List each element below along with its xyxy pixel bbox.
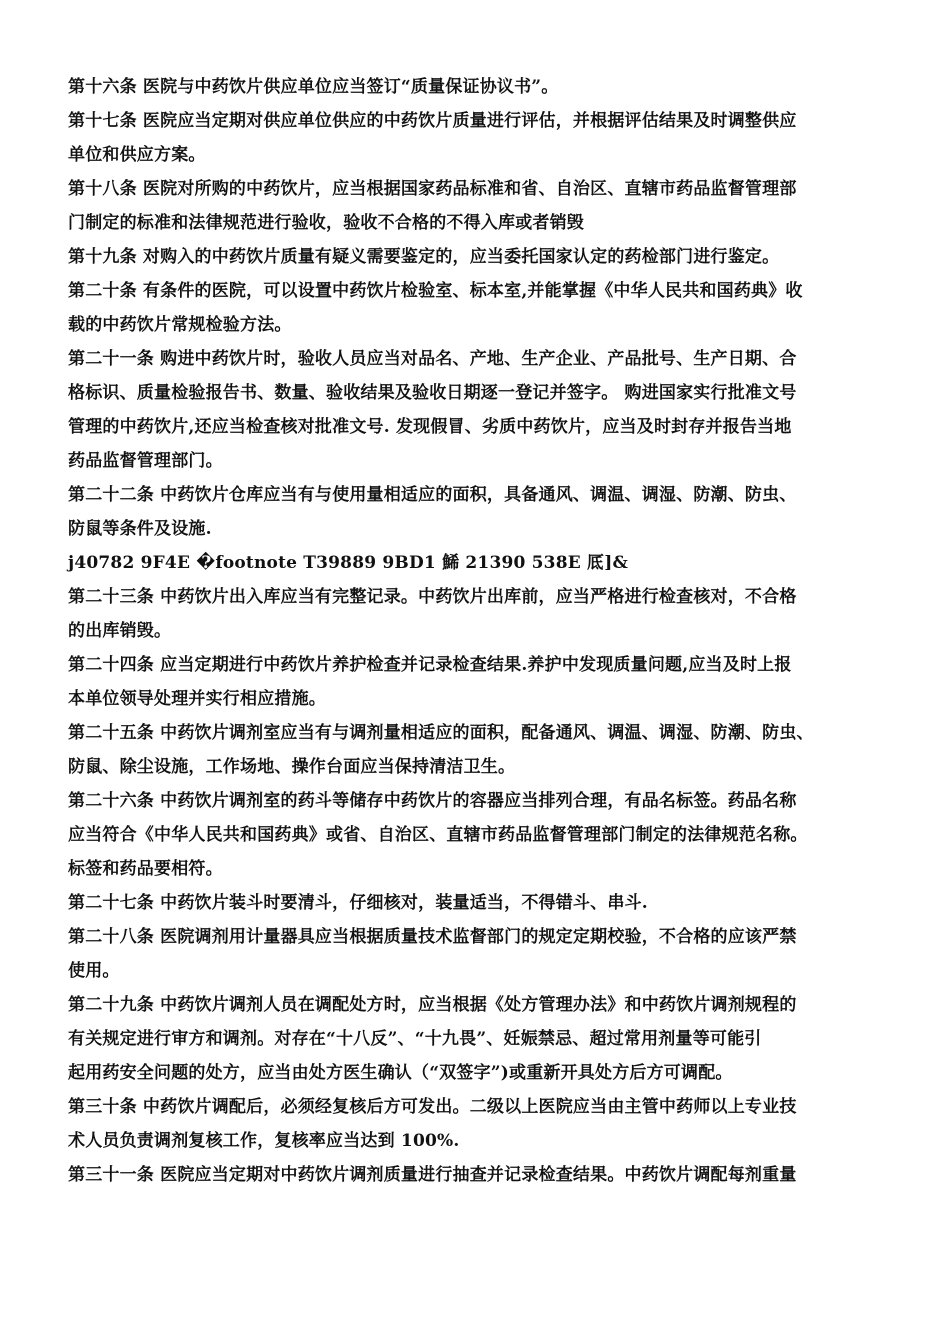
text-line: 门制定的标准和法律规范进行验收，验收不合格的不得入库或者销毁	[68, 213, 584, 233]
text-line: 第二十四条 应当定期进行中药饮片养护检查并记录检查结果.养护中发现质量问题,应当及时上报	[68, 655, 792, 675]
text-line: 应当符合《中华人民共和国药典》或省、自治区、直辖市药品监督管理部门制定的法律规范名称。	[68, 825, 808, 845]
text-line: 第二十九条 中药饮片调剂人员在调配处方时，应当根据《处方管理办法》和中药饮片调剂规程的	[68, 995, 797, 1015]
garbled-text-line: j40782 9F4E �footnote T39889 9BD1 鯑 21390 538E 厎]&	[68, 553, 629, 573]
text-line: 防鼠等条件及设施.	[68, 519, 212, 539]
text-line: 本单位领导处理并实行相应措施。	[68, 689, 326, 709]
text-line: 使用。	[68, 961, 120, 981]
text-line: 管理的中药饮片,还应当检查核对批准文号. 发现假冒、劣质中药饮片，应当及时封存并报告当地	[68, 417, 792, 437]
text-line: 第二十七条 中药饮片装斗时要清斗，仔细核对，装量适当，不得错斗、串斗.	[68, 893, 648, 913]
text-line: 第十六条 医院与中药饮片供应单位应当签订“质量保证协议书”。	[68, 77, 559, 97]
text-line: 第二十八条 医院调剂用计量器具应当根据质量技术监督部门的规定定期校验，不合格的应该严禁	[68, 927, 797, 947]
text-line: 载的中药饮片常规检验方法。	[68, 315, 292, 335]
text-line: 第二十一条 购进中药饮片时，验收人员应当对品名、产地、生产企业、产品批号、生产日期、合	[68, 349, 797, 369]
text-line: 第三十条 中药饮片调配后，必须经复核后方可发出。二级以上医院应当由主管中药师以上专业技	[68, 1097, 797, 1117]
text-line: 第二十条 有条件的医院，可以设置中药饮片检验室、标本室,并能掌握《中华人民共和国药典》收	[68, 281, 803, 301]
text-line: 第二十五条 中药饮片调剂室应当有与调剂量相适应的面积，配备通风、调温、调湿、防潮、防虫、	[68, 723, 814, 743]
text-line: 第二十二条 中药饮片仓库应当有与使用量相适应的面积，具备通风、调温、调湿、防潮、防虫、	[68, 485, 797, 505]
text-line: 第二十六条 中药饮片调剂室的药斗等储存中药饮片的容器应当排列合理，有品名标签。药品名称	[68, 791, 797, 811]
text-line: 药品监督管理部门。	[68, 451, 223, 471]
text-line: 第二十三条 中药饮片出入库应当有完整记录。中药饮片出库前，应当严格进行检查核对，不合格	[68, 587, 797, 607]
document-body	[68, 70, 900, 1192]
text-line: 第三十一条 医院应当定期对中药饮片调剂质量进行抽查并记录检查结果。中药饮片调配每剂重量	[68, 1165, 797, 1185]
text-line: 单位和供应方案。	[68, 145, 206, 165]
text-line: 格标识、质量检验报告书、数量、验收结果及验收日期逐一登记并签字。 购进国家实行批准文号	[68, 383, 797, 403]
text-line: 的出库销毁。	[68, 621, 172, 641]
text-line: 第十八条 医院对所购的中药饮片，应当根据国家药品标准和省、自治区、直辖市药品监督管理部	[68, 179, 797, 199]
text-line: 有关规定进行审方和调剂。对存在“十八反”、“十九畏”、妊娠禁忌、超过常用剂量等可能引	[68, 1029, 762, 1049]
text-line: 起用药安全问题的处方，应当由处方医生确认（“双签字”)或重新开具处方后方可调配。	[68, 1063, 733, 1083]
text-line: 第十九条 对购入的中药饮片质量有疑义需要鉴定的，应当委托国家认定的药检部门进行鉴定。	[68, 247, 780, 267]
text-line: 标签和药品要相符。	[68, 859, 223, 879]
text-line: 术人员负责调剂复核工作，复核率应当达到 100%.	[68, 1131, 460, 1151]
text-line: 第十七条 医院应当定期对供应单位供应的中药饮片质量进行评估，并根据评估结果及时调整供应	[68, 111, 797, 131]
text-line: 防鼠、除尘设施，工作场地、操作台面应当保持清洁卫生。	[68, 757, 516, 777]
